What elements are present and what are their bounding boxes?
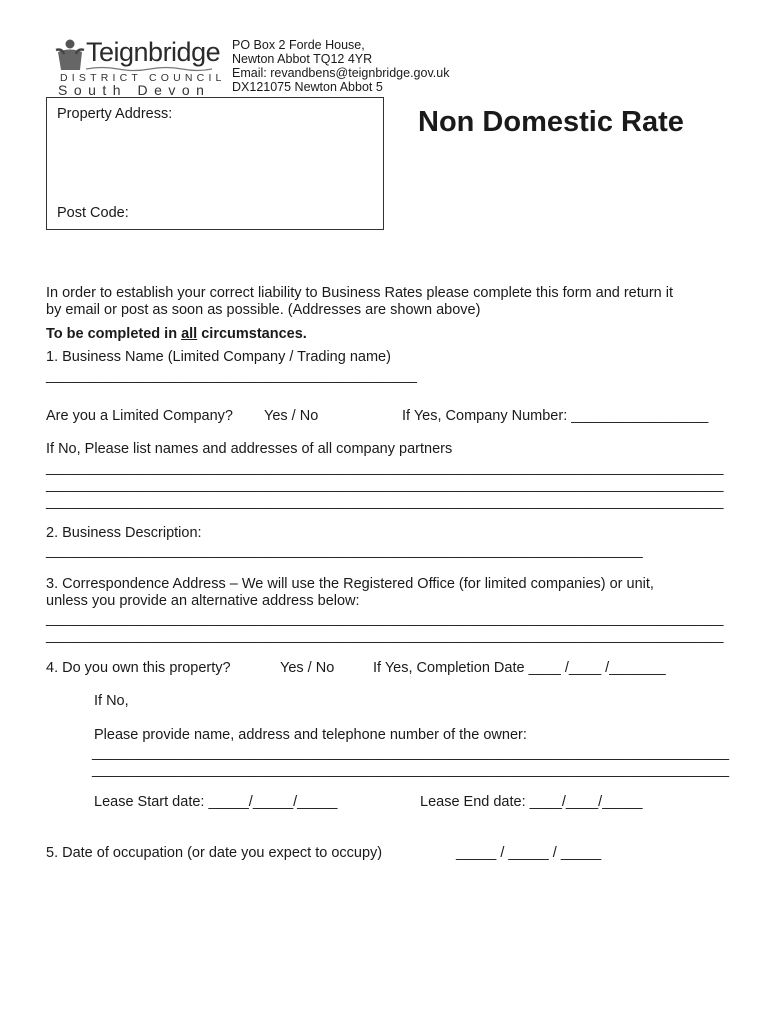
logo-council: DISTRICT COUNCIL	[60, 72, 226, 84]
q3-correspondence-line-2: unless you provide an alternative address below:	[46, 593, 360, 609]
address-line: Newton Abbot TQ12 4YR	[232, 52, 373, 66]
required-suffix: circumstances.	[197, 326, 307, 342]
page-title: Non Domestic Rate	[418, 106, 684, 138]
partners-line-1[interactable]: ____________________________________________________________________________________	[46, 460, 724, 476]
q3-correspondence-line-1: 3. Correspondence Address – We will use the Registered Office (for limited companies) or unit,	[46, 576, 654, 592]
company-number-field[interactable]: If Yes, Company Number: _________________	[402, 408, 709, 424]
completion-date-field[interactable]: If Yes, Completion Date ____ /____ /_______	[373, 660, 666, 676]
intro-line-1: In order to establish your correct liability to Business Rates please complete this form and return it	[46, 285, 674, 301]
property-address-label: Property Address:	[57, 106, 173, 122]
office-address	[232, 38, 449, 94]
address-line: PO Box 2 Forde House,	[232, 38, 365, 52]
q1-business-name-label: 1. Business Name (Limited Company / Trading name)	[46, 349, 391, 365]
required-notice	[46, 326, 307, 343]
required-emphasis: all	[181, 326, 198, 342]
property-address-box[interactable]	[46, 97, 384, 230]
address-line: DX121075 Newton Abbot 5	[232, 80, 383, 94]
partners-prompt: If No, Please list names and addresses of all company partners	[46, 441, 453, 457]
teignbridge-logo	[52, 36, 226, 98]
q3-address-line-2[interactable]: ____________________________________________________________________________________	[46, 628, 724, 644]
limited-company-options[interactable]: Yes / No	[264, 408, 319, 424]
if-no-label: If No,	[94, 693, 129, 709]
logo-region: South Devon	[58, 82, 211, 98]
lease-end-date-field[interactable]: Lease End date: ____/____/_____	[420, 794, 643, 810]
q1-business-name-field[interactable]: ______________________________________________	[46, 368, 417, 384]
required-prefix: To be completed in	[46, 326, 182, 342]
q4-own-property-options[interactable]: Yes / No	[280, 660, 335, 676]
owner-details-line-2[interactable]: _______________________________________________________________________________	[92, 762, 730, 778]
lease-start-date-field[interactable]: Lease Start date: _____/_____/_____	[94, 794, 338, 810]
limited-company-question: Are you a Limited Company?	[46, 408, 233, 424]
q3-address-line-1[interactable]: ____________________________________________________________________________________	[46, 611, 724, 627]
q5-occupation-date-field[interactable]: _____ / _____ / _____	[456, 845, 602, 861]
q4-own-property-question: 4. Do you own this property?	[46, 660, 231, 676]
logo-figure-icon	[54, 38, 88, 72]
q5-occupation-date-label: 5. Date of occupation (or date you expect to occupy)	[46, 845, 383, 861]
intro-line-2: by email or post as soon as possible. (Addresses are shown above)	[46, 302, 481, 318]
postcode-label: Post Code:	[57, 205, 129, 221]
q2-business-description-label: 2. Business Description:	[46, 525, 202, 541]
q2-business-description-field[interactable]: __________________________________________________________________________	[46, 543, 643, 559]
owner-details-prompt: Please provide name, address and telephone number of the owner:	[94, 727, 527, 743]
partners-line-2[interactable]: ____________________________________________________________________________________	[46, 477, 724, 493]
address-email: Email: revandbens@teignbridge.gov.uk	[232, 66, 450, 80]
logo-wordmark: Teignbridge	[86, 37, 221, 67]
partners-line-3[interactable]: ____________________________________________________________________________________	[46, 494, 724, 510]
owner-details-line-1[interactable]: _______________________________________________________________________________	[92, 745, 730, 761]
